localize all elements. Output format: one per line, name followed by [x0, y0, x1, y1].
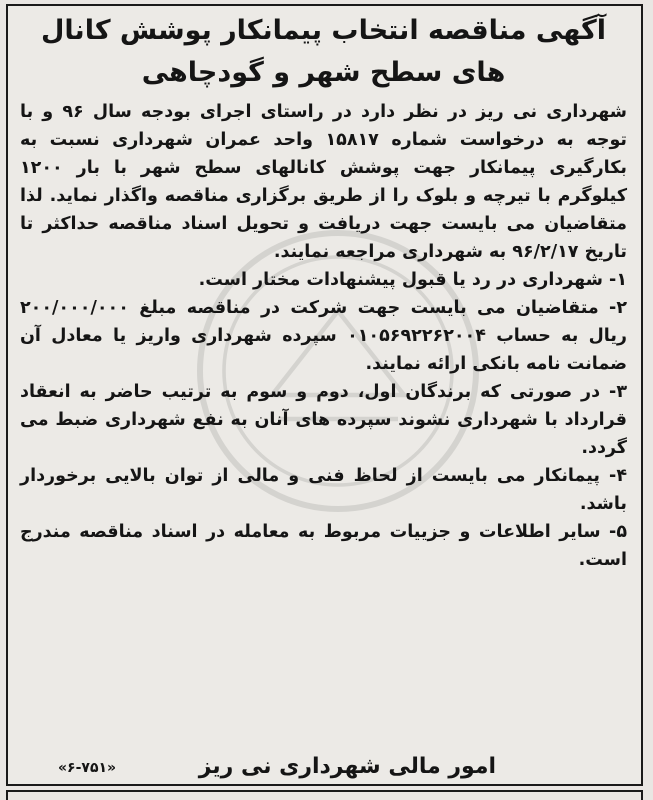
notice-signature: امور مالی شهرداری نی ریز: [198, 754, 496, 779]
notice-content: [20, 10, 627, 574]
notice-item-4: ۴- پیمانکار می بایست از لحاظ فنی و مالی از توان بالایی برخوردار باشد.: [20, 466, 627, 514]
notice-footer: [28, 750, 621, 786]
notice-item-1: ۱- شهرداری در رد یا قبول پیشنهادات مختار است.: [198, 270, 627, 290]
notice-intro: شهرداری نی ریز در نظر دارد در راستای اجرای بودجه سال ۹۶ و با توجه به درخواست شماره ۱۵۸۱۷ واحد عمران شهرداری نسبت به بکارگیری پیمانکار جهت پوشش کانالهای سطح شهر با بار ۱۲۰۰ کیلوگرم با تیرچه و بلوک را از طریق برگزاری مناقصه واگذار نماید. لذا متقاضیان می بایست جهت دریافت و تحویل اسناد مناقصه حداکثر تا تاریخ ۹۶/۲/۱۷ به شهرداری مراجعه نمایند.: [20, 102, 628, 262]
notice-title: آگهی مناقصه انتخاب پیمانکار پوشش کانال های سطح شهر و گودچاهی: [40, 15, 607, 88]
next-notice-border: [6, 790, 643, 800]
notice-reference-code: «۶-۷۵۱»: [58, 760, 117, 776]
notice-frame: [6, 4, 643, 786]
notice-item-5: ۵- سایر اطلاعات و جزییات مربوط به معامله در اسناد مناقصه مندرج است.: [20, 522, 627, 570]
notice-item-3: ۳- در صورتی که برندگان اول، دوم و سوم به ترتیب حاضر به انعقاد قرارداد با شهرداری نشوند سپرده های آنان به نفع شهرداری ضبط می گردد.: [20, 382, 627, 458]
notice-item-2: ۲- متقاضیان می بایست جهت شرکت در مناقصه مبلغ ۲۰۰/۰۰۰/۰۰۰ ریال به حساب ۰۱۰۵۶۹۲۲۶۲۰۰۴ سپرده شهرداری واریز یا معادل آن ضمانت نامه بانکی ارائه نمایند.: [20, 298, 627, 374]
